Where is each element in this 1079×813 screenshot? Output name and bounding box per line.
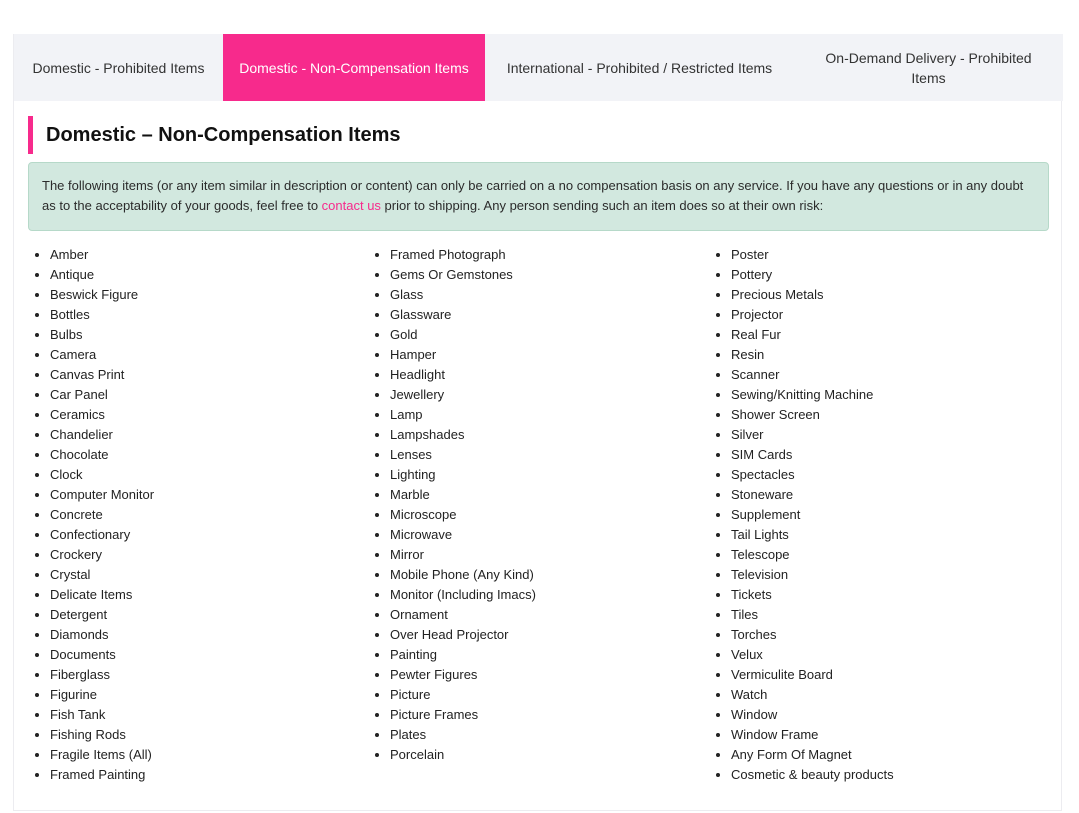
list-item: Car Panel bbox=[14, 385, 154, 405]
list-item: Projector bbox=[695, 305, 894, 325]
list-item: Fragile Items (All) bbox=[14, 745, 154, 765]
list-item: Gold bbox=[354, 325, 536, 345]
tab-domestic-prohibited[interactable]: Domestic - Prohibited Items bbox=[32, 59, 205, 76]
list-item: Real Fur bbox=[695, 325, 894, 345]
list-item: Picture Frames bbox=[354, 705, 536, 725]
list-item: Detergent bbox=[14, 605, 154, 625]
list-item: Beswick Figure bbox=[14, 285, 154, 305]
list-item: Velux bbox=[695, 645, 894, 665]
list-item: Chandelier bbox=[14, 425, 154, 445]
list-item: Over Head Projector bbox=[354, 625, 536, 645]
items-panel bbox=[13, 34, 1062, 811]
list-item: Window bbox=[695, 705, 894, 725]
items-list-column-3 bbox=[695, 245, 894, 785]
list-item: Precious Metals bbox=[695, 285, 894, 305]
list-item: Glassware bbox=[354, 305, 536, 325]
list-item: Bottles bbox=[14, 305, 154, 325]
list-item: Spectacles bbox=[695, 465, 894, 485]
list-item: Antique bbox=[14, 265, 154, 285]
list-item: Monitor (Including Imacs) bbox=[354, 585, 536, 605]
contact-us-link[interactable]: contact us bbox=[321, 198, 381, 213]
list-item: Picture bbox=[354, 685, 536, 705]
list-item: Framed Photograph bbox=[354, 245, 536, 265]
list-item: Figurine bbox=[14, 685, 154, 705]
list-item: Documents bbox=[14, 645, 154, 665]
list-item: Concrete bbox=[14, 505, 154, 525]
section-heading: Domestic – Non-Compensation Items bbox=[28, 116, 401, 154]
list-item: Pewter Figures bbox=[354, 665, 536, 685]
list-item: Gems Or Gemstones bbox=[354, 265, 536, 285]
list-item: Marble bbox=[354, 485, 536, 505]
list-item: Painting bbox=[354, 645, 536, 665]
list-item: Lighting bbox=[354, 465, 536, 485]
notice-text-before: The following items (or any item similar in description or content) can only be carried on a no compensation basis on any service. If you have any questions or in any doubt as to the acceptability of your goods, feel free to bbox=[42, 178, 1024, 213]
list-item: Lenses bbox=[354, 445, 536, 465]
list-item: Camera bbox=[14, 345, 154, 365]
tab-international-prohibited[interactable]: International - Prohibited / Restricted Items bbox=[506, 59, 773, 76]
tab-domestic-non-compensation[interactable]: Domestic - Non-Compensation Items bbox=[223, 34, 485, 101]
list-item: Ornament bbox=[354, 605, 536, 625]
list-item: Amber bbox=[14, 245, 154, 265]
list-item: Plates bbox=[354, 725, 536, 745]
list-item: Canvas Print bbox=[14, 365, 154, 385]
list-item: Poster bbox=[695, 245, 894, 265]
list-item: Tiles bbox=[695, 605, 894, 625]
list-item: Stoneware bbox=[695, 485, 894, 505]
list-item: Headlight bbox=[354, 365, 536, 385]
list-item: Silver bbox=[695, 425, 894, 445]
list-item: Fiberglass bbox=[14, 665, 154, 685]
list-item: Mobile Phone (Any Kind) bbox=[354, 565, 536, 585]
list-item: Mirror bbox=[354, 545, 536, 565]
list-item: Torches bbox=[695, 625, 894, 645]
items-list-column-1 bbox=[14, 245, 154, 785]
list-item: Chocolate bbox=[14, 445, 154, 465]
list-item: Tickets bbox=[695, 585, 894, 605]
list-item: Jewellery bbox=[354, 385, 536, 405]
list-item: Resin bbox=[695, 345, 894, 365]
list-item: Hamper bbox=[354, 345, 536, 365]
list-item: Lampshades bbox=[354, 425, 536, 445]
list-item: Diamonds bbox=[14, 625, 154, 645]
list-item: Supplement bbox=[695, 505, 894, 525]
list-item: Window Frame bbox=[695, 725, 894, 745]
list-item: Crystal bbox=[14, 565, 154, 585]
list-item: Television bbox=[695, 565, 894, 585]
list-item: Microwave bbox=[354, 525, 536, 545]
list-item: Porcelain bbox=[354, 745, 536, 765]
list-item: Framed Painting bbox=[14, 765, 154, 785]
tab-on-demand-prohibited[interactable]: On-Demand Delivery - Prohibited Items bbox=[825, 49, 1032, 86]
list-item: Ceramics bbox=[14, 405, 154, 425]
list-item: Crockery bbox=[14, 545, 154, 565]
list-item: Pottery bbox=[695, 265, 894, 285]
list-item: Tail Lights bbox=[695, 525, 894, 545]
list-item: Watch bbox=[695, 685, 894, 705]
list-item: Scanner bbox=[695, 365, 894, 385]
list-item: Telescope bbox=[695, 545, 894, 565]
notice-box bbox=[28, 162, 1049, 231]
list-item: Clock bbox=[14, 465, 154, 485]
tab-bar bbox=[14, 34, 1063, 101]
list-item: Lamp bbox=[354, 405, 536, 425]
list-item: Vermiculite Board bbox=[695, 665, 894, 685]
list-item: SIM Cards bbox=[695, 445, 894, 465]
list-item: Any Form Of Magnet bbox=[695, 745, 894, 765]
list-item: Sewing/Knitting Machine bbox=[695, 385, 894, 405]
notice-text-after: prior to shipping. Any person sending such an item does so at their own risk: bbox=[380, 198, 824, 213]
list-item: Fish Tank bbox=[14, 705, 154, 725]
list-item: Computer Monitor bbox=[14, 485, 154, 505]
list-item: Delicate Items bbox=[14, 585, 154, 605]
list-item: Cosmetic & beauty products bbox=[695, 765, 894, 785]
list-item: Glass bbox=[354, 285, 536, 305]
list-item: Fishing Rods bbox=[14, 725, 154, 745]
list-item: Shower Screen bbox=[695, 405, 894, 425]
items-list-column-2 bbox=[354, 245, 536, 765]
list-item: Microscope bbox=[354, 505, 536, 525]
list-item: Bulbs bbox=[14, 325, 154, 345]
list-item: Confectionary bbox=[14, 525, 154, 545]
